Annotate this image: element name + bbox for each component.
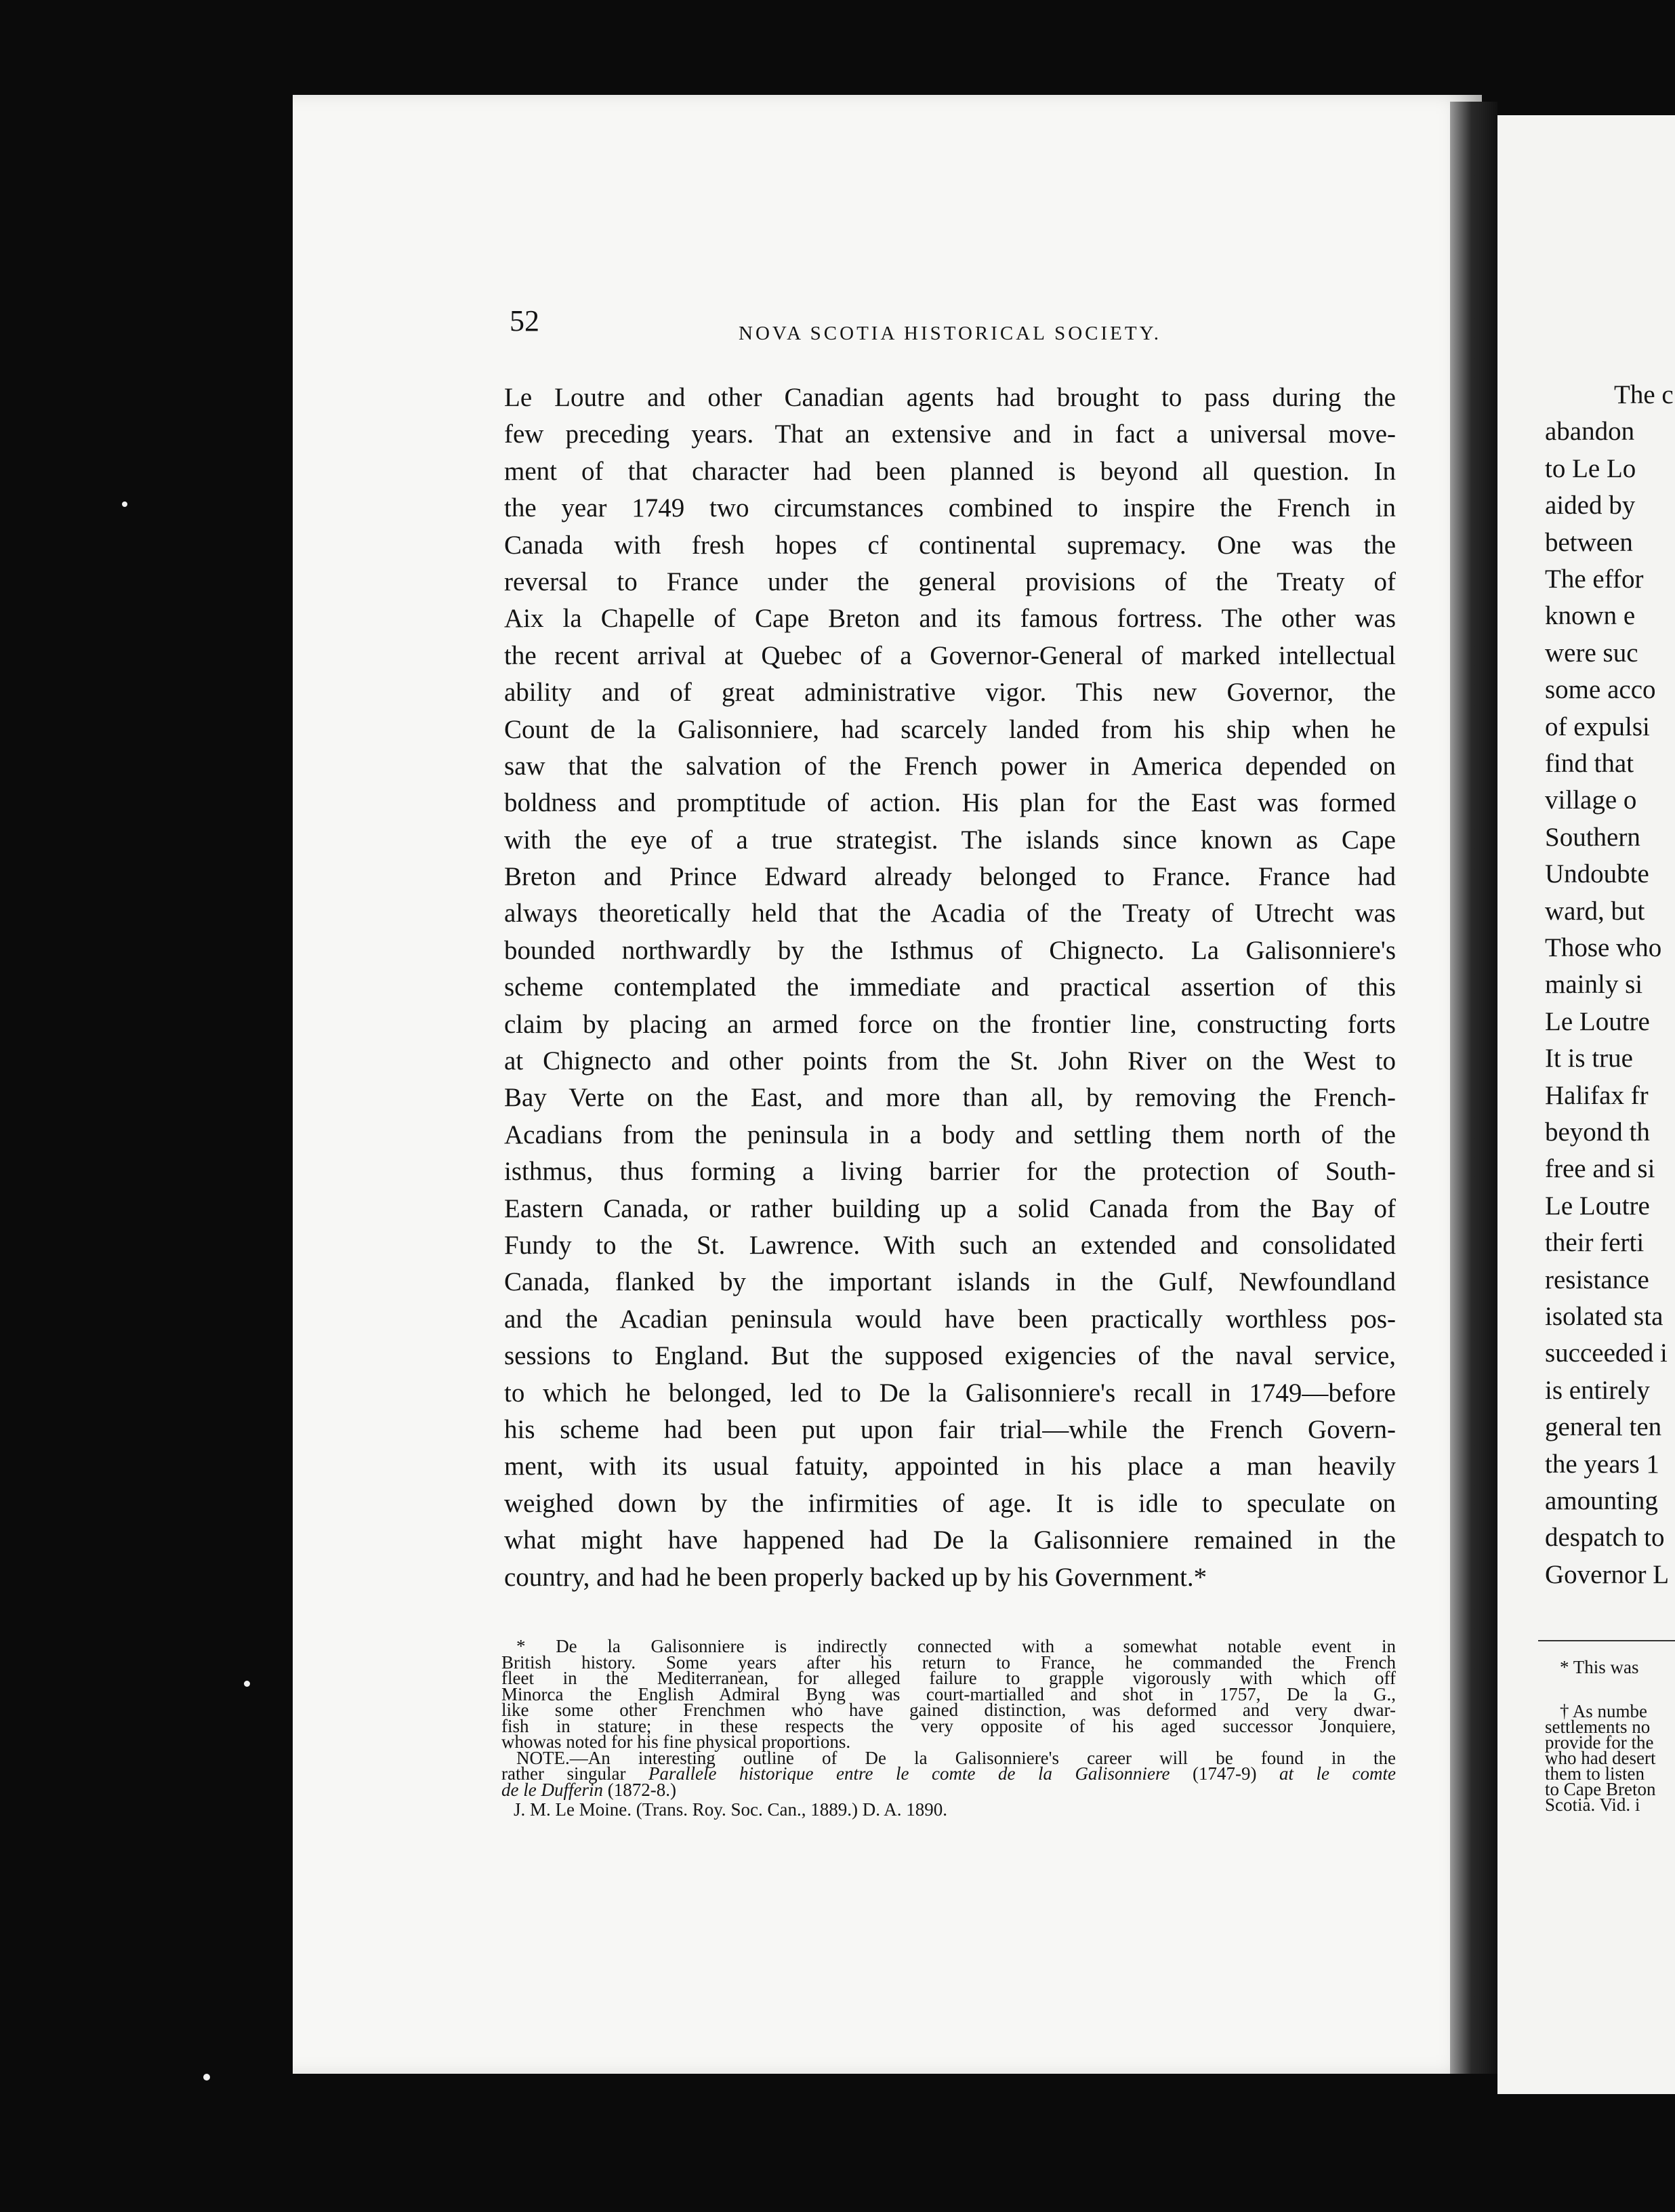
facing-line: Governor L: [1545, 1559, 1670, 1589]
facing-line: some acco: [1545, 675, 1656, 705]
note-signature: J. M. Le Moine. (Trans. Roy. Soc. Can., 1889.) D. A. 1890.: [514, 1799, 947, 1820]
body-line: ability and of great administrative vigor. This new Governor, the: [504, 678, 1396, 708]
facing-footnote-line: them to listen: [1545, 1763, 1645, 1784]
facing-line: The c: [1614, 380, 1674, 409]
facing-line: Undoubte: [1545, 859, 1649, 889]
facing-footnote-line: † As numbe: [1560, 1701, 1648, 1721]
facing-line: of expulsi: [1545, 712, 1650, 741]
scan-speck: [122, 501, 127, 507]
facing-footnote-line: who had desert: [1545, 1748, 1656, 1768]
body-line: bounded northwardly by the Isthmus of Chignecto. La Galisonniere's: [504, 935, 1396, 965]
body-line: Count de la Galisonniere, had scarcely landed from his ship when he: [504, 714, 1396, 744]
body-line: country, and had he been properly backed up by his Government.*: [504, 1562, 1207, 1592]
facing-footnote-rule: [1538, 1640, 1675, 1641]
body-line: with the eye of a true strategist. The islands since known as Cape: [504, 825, 1396, 855]
body-line: Fundy to the St. Lawrence. With such an extended and consolidated: [504, 1230, 1396, 1260]
facing-line: the years 1: [1545, 1449, 1659, 1479]
body-line: Eastern Canada, or rather building up a solid Canada from the Bay of: [504, 1193, 1396, 1223]
running-head: NOVA SCOTIA HISTORICAL SOCIETY.: [739, 323, 1162, 344]
footnote-line: Minorca the English Admiral Byng was court-martialled and shot in 1757, De la G.,: [501, 1683, 1396, 1704]
facing-footnote-line: * This was: [1560, 1657, 1639, 1677]
footnote-line: British history. Some years after his return to France, he commanded the French: [501, 1652, 1396, 1673]
body-line: weighed down by the infirmities of age. It is idle to speculate on: [504, 1488, 1396, 1518]
body-line: what might have happened had De la Galisonniere remained in the: [504, 1525, 1396, 1555]
note-italic-end: at le comte: [1279, 1763, 1396, 1784]
note-years-1: (1747-9): [1170, 1763, 1279, 1784]
body-line: always theoretically held that the Acadia of the Treaty of Utrecht was: [504, 899, 1396, 928]
body-line: saw that the salvation of the French power in America depended on: [504, 751, 1396, 781]
body-line: isthmus, thus forming a living barrier for the protection of South-: [504, 1157, 1396, 1187]
facing-line: It is true: [1545, 1044, 1633, 1073]
body-line: Canada with fresh hopes cf continental supremacy. One was the: [504, 530, 1396, 560]
body-line: the year 1749 two circumstances combined to inspire the French in: [504, 493, 1396, 523]
note-text-1: —An interesting outline of De la Galisonniere's career will be found in the: [569, 1747, 1396, 1768]
body-line: Canada, flanked by the important islands in the Gulf, Newfoundland: [504, 1267, 1396, 1297]
facing-line: Southern: [1545, 822, 1640, 852]
facing-line: resistance: [1545, 1265, 1649, 1294]
facing-line: mainly si: [1545, 970, 1643, 1000]
facing-line: The effor: [1545, 565, 1644, 594]
body-line: ment of that character had been planned is beyond all question. In: [504, 456, 1396, 486]
facing-line: ward, but: [1545, 896, 1645, 926]
footnote-line: like some other Frenchmen who have gained distinction, was deformed and very dwar-: [501, 1700, 1396, 1720]
footnotes: [501, 1636, 1396, 1820]
facing-line: Halifax fr: [1545, 1080, 1649, 1110]
body-line: claim by placing an armed force on the frontier line, constructing forts: [504, 1009, 1396, 1039]
footnote-line: whowas noted for his fine physical proportions.: [501, 1732, 851, 1752]
footnote-line: * De la Galisonniere is indirectly connected with a somewhat notable event in: [516, 1636, 1396, 1656]
scan-speck: [203, 2074, 210, 2081]
facing-line: known e: [1545, 601, 1636, 631]
note-label: NOTE.: [516, 1747, 570, 1768]
body-line: Le Loutre and other Canadian agents had brought to pass during the: [504, 383, 1396, 412]
facing-line: were suc: [1545, 638, 1638, 668]
facing-footnote-line: provide for the: [1545, 1732, 1654, 1753]
book-gutter: [1450, 102, 1497, 2074]
facing-footnote-line: Scotia. Vid. i: [1545, 1795, 1640, 1815]
body-line: sessions to England. But the supposed exigencies of the naval service,: [504, 1341, 1396, 1371]
facing-line: to Le Lo: [1545, 453, 1636, 483]
facing-footnote-line: settlements no: [1545, 1717, 1651, 1737]
footnote-line: fleet in the Mediterranean, for alleged failure to grapple vigorously with which off: [501, 1668, 1396, 1688]
facing-line: between: [1545, 527, 1633, 557]
facing-line: village o: [1545, 785, 1637, 815]
body-line: Bay Verte on the East, and more than all, by removing the French-: [504, 1083, 1396, 1113]
facing-line: Le Loutre: [1545, 1006, 1650, 1036]
facing-line: free and si: [1545, 1154, 1655, 1184]
note-text-2: rather singular: [501, 1763, 648, 1784]
facing-line: despatch to: [1545, 1523, 1665, 1553]
body-line: scheme contemplated the immediate and practical assertion of this: [504, 972, 1396, 1002]
note-line-3: [501, 1779, 1396, 1800]
page-number: 52: [510, 304, 539, 337]
note-italic-title: Parallele historique entre le comte de la Galisonniere: [648, 1763, 1170, 1784]
facing-line: abandon: [1545, 417, 1635, 447]
facing-line: general ten: [1545, 1412, 1662, 1442]
facing-line: find that: [1545, 749, 1634, 778]
facing-line: their ferti: [1545, 1228, 1645, 1258]
facing-footnote-line: to Cape Breton: [1545, 1779, 1656, 1799]
facing-line: beyond th: [1545, 1118, 1650, 1147]
facing-line: aided by: [1545, 491, 1636, 520]
body-line: at Chignecto and other points from the St. John River on the West to: [504, 1046, 1396, 1076]
footnote-lines: [501, 1636, 1396, 1752]
scan-speck: [244, 1681, 250, 1687]
facing-line: Those who: [1545, 933, 1662, 962]
facing-line: amounting: [1545, 1486, 1658, 1515]
body-line: Aix la Chapelle of Cape Breton and its famous fortress. The other was: [504, 604, 1396, 634]
body-line: Breton and Prince Edward already belonged to France. France had: [504, 862, 1396, 892]
body-line: ment, with its usual fatuity, appointed in his place a man heavily: [504, 1452, 1396, 1481]
body-text: [504, 380, 1396, 1596]
body-line: to which he belonged, led to De la Galisonniere's recall in 1749—before: [504, 1378, 1396, 1408]
footnote-line: fish in stature; in these respects the very opposite of his aged successor Jonquiere,: [501, 1715, 1396, 1736]
body-line: boldness and promptitude of action. His plan for the East was formed: [504, 788, 1396, 818]
body-line: the recent arrival at Quebec of a Governor-General of marked intellectual: [504, 640, 1396, 670]
body-line: and the Acadian peninsula would have been practically worthless pos-: [504, 1304, 1396, 1334]
body-line: few preceding years. That an extensive and in fact a universal move-: [504, 419, 1396, 449]
facing-line: succeeded i: [1545, 1338, 1668, 1368]
body-line: Acadians from the peninsula in a body and settling them north of the: [504, 1120, 1396, 1149]
facing-line: Le Loutre: [1545, 1191, 1650, 1221]
note-years-2: (1872-8.): [602, 1779, 676, 1800]
note-italic-dufferin: de le Dufferin: [501, 1779, 603, 1800]
body-line: his scheme had been put upon fair trial—while the French Govern-: [504, 1414, 1396, 1444]
facing-page: [1497, 115, 1675, 2094]
facing-line: isolated sta: [1545, 1302, 1663, 1331]
body-line: reversal to France under the general provisions of the Treaty of: [504, 567, 1396, 596]
facing-line: is entirely: [1545, 1375, 1650, 1405]
